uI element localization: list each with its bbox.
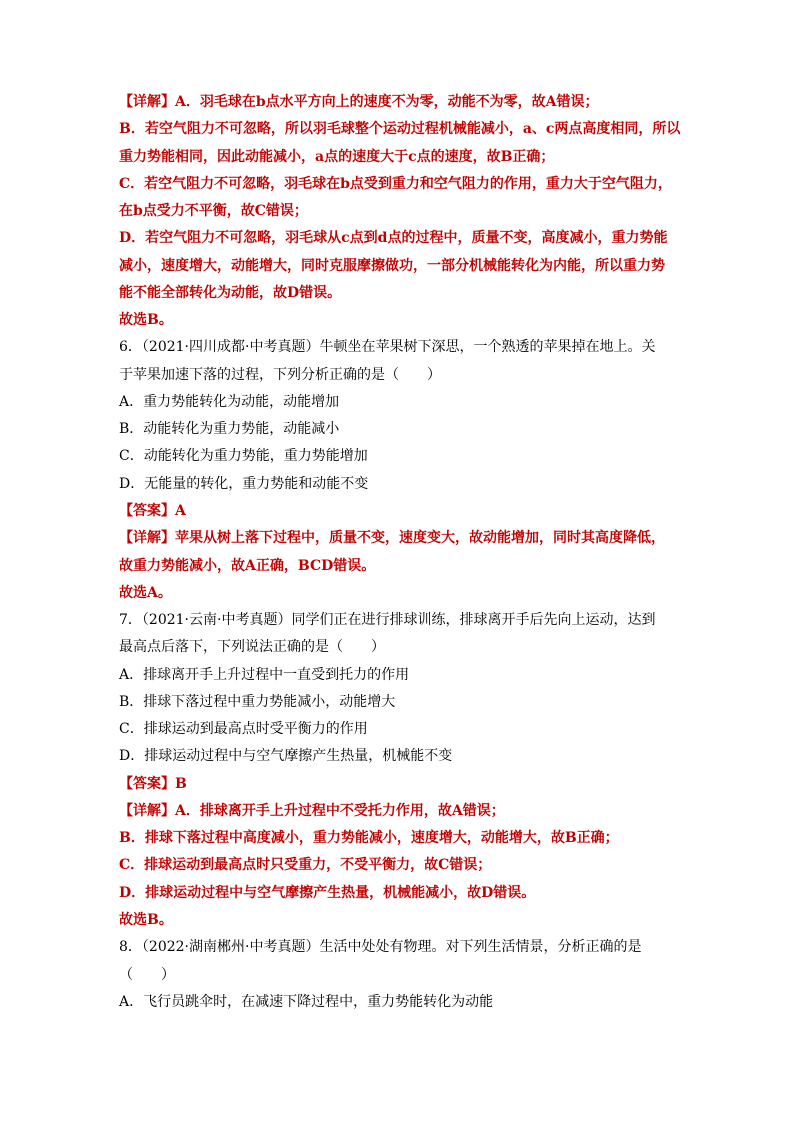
question-stem-text: 同学们正在进行排球训练，排球离开手后先向上运动，达到 — [291, 612, 656, 629]
question-stem-line: 于苹果加速下落的过程，下列分析正确的是（ ） — [119, 366, 441, 383]
question-6 — [119, 334, 794, 607]
explanation-line — [119, 89, 759, 116]
question-number: 7． — [119, 612, 142, 629]
explanation-label: 【详解】 — [119, 530, 175, 547]
question-source: （2022·湖南郴州·中考真题） — [141, 939, 320, 956]
explanation-text: A．排球离开手上升过程中不受托力作用，故A错误； — [175, 802, 505, 819]
option-b: B．动能转化为重力势能，动能减小 — [119, 421, 340, 438]
question-stem-line: 最高点后落下，下列说法正确的是（ ） — [119, 639, 385, 656]
explanation-line: B．排球下落过程中高度减小，重力势能减小，速度增大，动能增大，故B正确； — [119, 830, 619, 847]
answer-value: A — [175, 502, 186, 519]
answer-value: B — [175, 775, 187, 792]
question-source: （2021·云南·中考真题） — [141, 612, 292, 629]
option-c: C．排球运动到最高点时受平衡力的作用 — [119, 721, 368, 738]
question-stem-text: 牛顿坐在苹果树下深思，一个熟透的苹果掉在地上。关 — [319, 339, 656, 356]
conclusion-line: 故选B。 — [119, 911, 173, 928]
question-stem-text: 生活中处处有物理。对下列生活情景，分析正确的是 — [319, 939, 642, 956]
explanation-line: D．若空气阻力不可忽略，羽毛球从c点到d点的过程中，质量不变，高度减小，重力势能 — [119, 230, 668, 247]
option-d: D．排球运动过程中与空气摩擦产生热量，机械能不变 — [119, 748, 453, 765]
explanation-line: C．排球运动到最高点时只受重力，不受平衡力，故C错误； — [119, 857, 492, 874]
explanation-line — [119, 525, 759, 552]
explanation-label: 【详解】 — [119, 94, 175, 110]
explanation-text: A．羽毛球在b点水平方向上的速度不为零，动能不为零，故A错误； — [175, 94, 599, 110]
explanation-line: 能不能全部转化为动能，故D错误。 — [119, 284, 342, 301]
conclusion-line: 故选A。 — [119, 584, 172, 601]
explanation-text: 苹果从树上落下过程中，质量不变，速度变大，故动能增加，同时其高度降低， — [175, 530, 665, 547]
question-stem-line: （ ） — [119, 966, 175, 983]
question-number: 6． — [119, 339, 142, 356]
explanation-line: D．排球运动过程中与空气摩擦产生热量，机械能减小，故D错误。 — [119, 884, 536, 901]
explanation-line: 故重力势能减小，故A正确，BCD错误。 — [119, 557, 376, 574]
question-stem-line — [119, 334, 759, 361]
previous-question-explanation — [119, 89, 794, 334]
question-stem-line — [119, 934, 759, 961]
answer-label: 【答案】 — [119, 775, 175, 792]
question-8 — [119, 934, 794, 1016]
question-source: （2021·四川成都·中考真题） — [141, 339, 320, 356]
option-a: A．飞行员跳伞时，在减速下降过程中，重力势能转化为动能 — [119, 993, 494, 1010]
question-7 — [119, 607, 794, 934]
option-d: D．无能量的转化，重力势能和动能不变 — [119, 475, 369, 492]
question-number: 8． — [119, 939, 142, 956]
option-b: B．排球下落过程中重力势能减小，动能增大 — [119, 693, 396, 710]
explanation-line: 重力势能相同，因此动能减小，a点的速度大于c点的速度，故B正确； — [119, 148, 555, 165]
explanation-label: 【详解】 — [119, 802, 175, 819]
explanation-line — [119, 798, 759, 825]
answer-line — [119, 771, 759, 798]
question-stem-line — [119, 607, 759, 634]
explanation-line: 减小，速度增大，动能增大，同时克服摩擦做功，一部分机械能转化为内能，所以重力势 — [119, 257, 665, 274]
answer-label: 【答案】 — [119, 502, 175, 519]
answer-line — [119, 498, 759, 525]
explanation-line: B．若空气阻力不可忽略，所以羽毛球整个运动过程机械能减小，a、c两点高度相同，所以 — [119, 121, 681, 138]
conclusion-line: 故选B。 — [119, 312, 173, 329]
explanation-line: 在b点受力不平衡，故C错误； — [119, 203, 308, 220]
explanation-line: C．若空气阻力不可忽略，羽毛球在b点受到重力和空气阻力的作用，重力大于空气阻力， — [119, 175, 672, 192]
option-a: A．重力势能转化为动能，动能增加 — [119, 393, 340, 410]
option-a: A．排球离开手上升过程中一直受到托力的作用 — [119, 666, 410, 683]
option-c: C．动能转化为重力势能，重力势能增加 — [119, 448, 368, 465]
